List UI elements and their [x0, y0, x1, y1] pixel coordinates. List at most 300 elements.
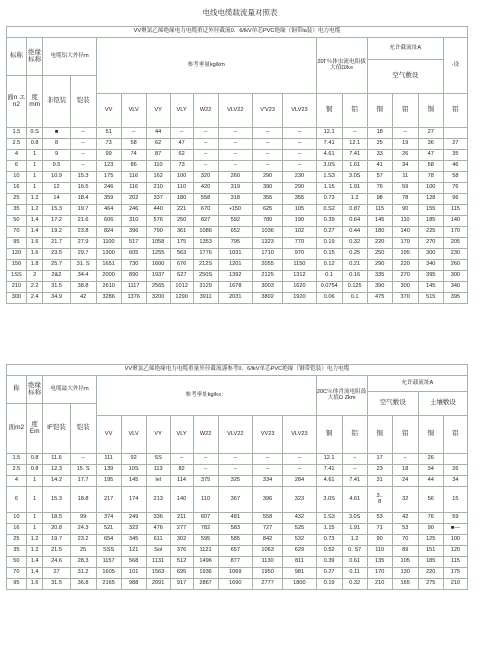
- table-cell: 1651: [96, 260, 121, 271]
- table-cell: 521: [96, 524, 121, 535]
- header-w-vlv22: VLV22: [218, 94, 252, 128]
- table-cell: 116: [121, 183, 146, 194]
- table-cell: 1312: [283, 271, 316, 282]
- table-cell: –: [193, 454, 218, 465]
- table-cell: 25: [367, 139, 392, 150]
- table-cell: 782: [193, 524, 218, 535]
- table-cell: 3286: [96, 293, 121, 304]
- table-cell: 123: [96, 161, 121, 172]
- table-cell: 2.5: [7, 465, 27, 476]
- table-cell: 74: [121, 150, 146, 161]
- table-cell: 145: [418, 282, 443, 293]
- table-cell: 1.2: [342, 535, 367, 546]
- table-cell: 4: [7, 150, 27, 161]
- table-caption: VV聚氯乙烯绝缘电力电缆重量外径截流謹参考0．6/lkV单芯PVC绝缘（钢带铠装）电力电缆: [7, 365, 468, 376]
- table-cell: 0.32: [342, 238, 367, 249]
- table-row: [7, 194, 468, 205]
- table-cell: 300: [443, 271, 467, 282]
- table-cell: 17: [367, 454, 392, 465]
- table-cell: 1121: [193, 546, 218, 557]
- table-cell: 1201: [218, 260, 252, 271]
- table-cell: 0.25: [342, 249, 367, 260]
- table-cell: 440: [146, 205, 170, 216]
- header-w-vlv23: VLV23: [283, 94, 316, 128]
- table-cell: ▪150: [218, 205, 252, 216]
- table-row: [7, 524, 468, 535]
- header-w-vv23: V'V23: [253, 94, 283, 128]
- table-cell: 1.4: [26, 557, 43, 568]
- table-cell: 670: [193, 205, 218, 216]
- table-cell: 464: [96, 205, 121, 216]
- table-cell: 323: [283, 487, 316, 513]
- table-cell: 96: [443, 194, 467, 205]
- table-cell: 0.27: [316, 227, 342, 238]
- table-cell: 3129: [193, 282, 218, 293]
- table-cell: 0.73: [316, 194, 342, 205]
- table-cell: 70: [392, 535, 418, 546]
- table-cell: 0.39: [316, 216, 342, 227]
- table-cell: 18.5: [43, 513, 70, 524]
- table-cell: 110: [170, 183, 193, 194]
- table-cell: 4.61: [316, 476, 342, 487]
- table-cell: 16.5: [70, 183, 96, 194]
- header-area-unit: 面m2: [7, 404, 27, 454]
- table-cell: –: [283, 161, 316, 172]
- table-cell: 11.6: [43, 454, 70, 465]
- table-cell: 0.19: [316, 238, 342, 249]
- table-cell: 113: [146, 465, 170, 476]
- table-cell: 92: [121, 454, 146, 465]
- table-cell: 31.5: [43, 579, 70, 590]
- table-cell: 21.5: [43, 546, 70, 557]
- table-cell: 27: [443, 139, 467, 150]
- table-cell: –: [283, 454, 316, 465]
- table-cell: 2165: [96, 579, 121, 590]
- table-cell: 27: [43, 568, 70, 579]
- table-cell: 115: [443, 205, 467, 216]
- table-row: [7, 172, 468, 183]
- table-cell: 1950: [252, 568, 282, 579]
- table-row: [7, 282, 468, 293]
- header-air: 空气敷设: [367, 392, 418, 416]
- table-cell: 770: [283, 238, 316, 249]
- table-cell: 811: [283, 557, 316, 568]
- table-cell: 420: [193, 183, 218, 194]
- table-cell: 24.3: [70, 524, 96, 535]
- table-cell: –: [218, 454, 252, 465]
- table-cell: 249: [121, 513, 146, 524]
- table-cell: 824: [96, 227, 121, 238]
- table-cell: 62: [170, 150, 193, 161]
- table-cell: 121: [121, 546, 146, 557]
- table-cell: 190: [283, 216, 316, 227]
- table-cell: [443, 454, 467, 465]
- table-cell: 558: [193, 194, 218, 205]
- table-cell: 355: [253, 194, 283, 205]
- table-cell: 1776: [193, 249, 218, 260]
- header-ampacity: 允许截流址A: [367, 38, 443, 60]
- table-cell: 175: [96, 172, 121, 183]
- table-cell: 145: [367, 216, 392, 227]
- table-cell: 1086: [193, 227, 218, 238]
- table-cell: 0.32: [342, 579, 367, 590]
- header-a-copper: 铜: [367, 94, 392, 128]
- table-cell: 225: [418, 227, 443, 238]
- table-cell: 476: [146, 524, 170, 535]
- table-cell: 8: [43, 139, 70, 150]
- table-cell: 29.7: [70, 249, 96, 260]
- table-cell: 41: [367, 161, 392, 172]
- table-cell: 270: [392, 271, 418, 282]
- table-cell: 78: [392, 194, 418, 205]
- page-title: 电线电缆载流量对照表: [202, 8, 278, 17]
- table-cell: 175: [170, 238, 193, 249]
- table-cell: 300: [7, 293, 27, 304]
- table-cell: –: [193, 128, 218, 139]
- table-cell: 12.1: [316, 454, 342, 465]
- table-cell: 1690: [218, 579, 252, 590]
- table-cell: 1.15: [316, 183, 342, 194]
- table-cell: 0.1: [316, 271, 342, 282]
- table-cell: 21.6: [70, 216, 96, 227]
- table-row: [7, 557, 468, 568]
- table-cell: 1290: [170, 293, 193, 304]
- table-cell: 981: [283, 568, 316, 579]
- table-cell: –: [253, 139, 283, 150]
- table-cell: 1058: [146, 238, 170, 249]
- table-cell: 25: [70, 546, 96, 557]
- table-caption: VV聚氯乙烯绝缘电力电缆重迂外径截流0．6/lkV单芯PVC绝缘（铜带la装）电力电缆: [7, 27, 468, 38]
- table-cell: 319: [218, 183, 252, 194]
- table-cell: 90: [418, 524, 443, 535]
- table-cell: 1012: [170, 282, 193, 293]
- table-cell: 15: [443, 487, 467, 513]
- table-row: [7, 227, 468, 238]
- table-cell: 395: [418, 271, 443, 282]
- table-cell: 475: [367, 293, 392, 304]
- table-row: [7, 579, 468, 590]
- table-cell: 26: [443, 465, 467, 476]
- header-w-w22: W22: [193, 416, 218, 454]
- header-r-aluminum: 铝: [342, 94, 367, 128]
- table-cell: 0.06: [316, 293, 342, 304]
- table-cell: 21.7: [43, 238, 70, 249]
- table-cell: 221: [170, 205, 193, 216]
- table-cell: 1.S3: [316, 513, 342, 524]
- table-cell: 1157: [96, 557, 121, 568]
- table-cell: 220: [418, 568, 443, 579]
- table-cell: 290: [283, 183, 316, 194]
- table-cell: 1920: [283, 293, 316, 304]
- table-cell: 250: [170, 216, 193, 227]
- table-cell: 1: [26, 524, 43, 535]
- table-cell: 877: [218, 557, 252, 568]
- header-soil: ·设: [443, 38, 467, 94]
- table-row: [7, 476, 468, 487]
- table-cell: 290: [253, 172, 283, 183]
- table-cell: 170: [392, 238, 418, 249]
- table-cell: –: [193, 139, 218, 150]
- table-cell: 76: [367, 183, 392, 194]
- table-cell: 1: [26, 513, 43, 524]
- table-cell: 210: [443, 579, 467, 590]
- table-cell: 23.5: [43, 249, 70, 260]
- table-cell: 1678: [218, 282, 252, 293]
- table-cell: 2867: [193, 579, 218, 590]
- table-cell: 47: [170, 139, 193, 150]
- table-cell: 110: [193, 487, 218, 513]
- table-cell: 26: [392, 150, 418, 161]
- table-cell: 14.2: [43, 476, 70, 487]
- table-cell: 151: [418, 546, 443, 557]
- table-cell: 367: [218, 487, 252, 513]
- header-a-copper: 铜: [367, 416, 392, 454]
- table-cell: 105: [392, 557, 418, 568]
- table-cell: 6: [7, 161, 27, 172]
- table-cell: 17.7: [70, 476, 96, 487]
- table-cell: 51: [96, 128, 121, 139]
- table-cell: 0.S2: [316, 205, 342, 216]
- table-cell: 0.11: [342, 568, 367, 579]
- table-cell: 99: [96, 150, 121, 161]
- table-cell: 1800: [283, 579, 316, 590]
- table-cell: 512: [170, 557, 193, 568]
- table-cell: 202: [121, 194, 146, 205]
- table-cell: –: [70, 161, 96, 172]
- table-cell: 1936: [193, 568, 218, 579]
- header-a-copper-2: 铜: [418, 94, 443, 128]
- table-cell: 322: [121, 524, 146, 535]
- table-cell: 12.3: [43, 465, 70, 476]
- table-row: [7, 293, 468, 304]
- table-cell: 195: [392, 249, 418, 260]
- table-cell: 44: [146, 128, 170, 139]
- table-cell: 34.9: [43, 293, 70, 304]
- table-cell: 56: [418, 487, 443, 513]
- table-cell: 205: [443, 238, 467, 249]
- table-cell: 170: [367, 568, 392, 579]
- table-cell: 15. S: [70, 465, 96, 476]
- table-cell: ■: [43, 128, 70, 139]
- cable-table-2: [6, 364, 468, 590]
- cable-table-1: [6, 26, 468, 304]
- table-cell: 211: [170, 513, 193, 524]
- table-cell: 390: [367, 282, 392, 293]
- table-cell: 14: [43, 194, 70, 205]
- table-cell: 0.87: [342, 205, 367, 216]
- table-cell: 310: [121, 216, 146, 227]
- table-cell: –: [121, 128, 146, 139]
- header-w-vv23: VV23: [252, 416, 282, 454]
- table-cell: 1300: [96, 249, 121, 260]
- table-cell: 336: [146, 513, 170, 524]
- table-cell: 140: [392, 227, 418, 238]
- table-cell: 2031: [218, 293, 252, 304]
- table-cell: 23.2: [70, 535, 96, 546]
- table-cell: 2091: [146, 579, 170, 590]
- table-cell: 32: [392, 487, 418, 513]
- table-cell: 1563: [146, 568, 170, 579]
- table-cell: 1353: [193, 238, 218, 249]
- table-cell: 654: [96, 535, 121, 546]
- table-cell: 98: [367, 194, 392, 205]
- table-cell: 34: [443, 476, 467, 487]
- table-cell: 150: [7, 260, 27, 271]
- table-cell: –: [342, 128, 367, 139]
- table-cell: 70: [7, 227, 27, 238]
- table-cell: 101: [121, 568, 146, 579]
- table-cell: 2125: [253, 271, 283, 282]
- table-cell: 1.2: [26, 205, 43, 216]
- table-cell: 16: [7, 183, 27, 194]
- table-cell: 210: [367, 579, 392, 590]
- table-cell: 36.8: [70, 579, 96, 590]
- table-cell: 730: [121, 260, 146, 271]
- table-cell: –: [392, 128, 418, 139]
- table-cell: –: [342, 465, 367, 476]
- table-cell: 1605: [96, 568, 121, 579]
- table-cell: 0. S7: [342, 546, 367, 557]
- table-cell: –: [283, 150, 316, 161]
- table-cell: 28.3: [70, 557, 96, 568]
- table-cell: 24.6: [43, 557, 70, 568]
- table-cell: 180: [367, 227, 392, 238]
- table-cell: 2610: [96, 282, 121, 293]
- header-soil: 土壤敷设: [418, 392, 467, 416]
- table-cell: 0.21: [342, 260, 367, 271]
- table-cell: 23: [367, 465, 392, 476]
- table-cell: 1392: [218, 271, 252, 282]
- table-cell: 116: [121, 172, 146, 183]
- table-cell: 24: [392, 476, 418, 487]
- table-cell: 1.6: [26, 238, 43, 249]
- table-row: [7, 205, 468, 216]
- table-cell: 7.41: [342, 150, 367, 161]
- header-nonarmored: IF铠装: [43, 404, 70, 454]
- table-cell: 185: [418, 216, 443, 227]
- table-cell: –: [170, 454, 193, 465]
- table-cell: 6: [7, 487, 27, 513]
- table-cell: 0.1: [342, 293, 367, 304]
- table-cell: 1036: [253, 227, 283, 238]
- table-cell: –: [70, 454, 96, 465]
- table-cell: SSS: [96, 546, 121, 557]
- table-cell: 15.3: [43, 205, 70, 216]
- table-cell: [443, 128, 467, 139]
- table-cell: 345: [121, 535, 146, 546]
- table-cell: 1.2: [26, 546, 43, 557]
- table-cell: 220: [367, 238, 392, 249]
- table-cell: –: [193, 465, 218, 476]
- table-cell: 185: [418, 557, 443, 568]
- table-cell: 1.4: [26, 216, 43, 227]
- header-weight: 参考垂量kg/km: [96, 38, 316, 94]
- header-a-aluminum-2: 铝: [443, 416, 467, 454]
- table-cell: 0.44: [342, 227, 367, 238]
- table-cell: 140: [170, 487, 193, 513]
- table-cell: 18: [367, 128, 392, 139]
- table-cell: 250: [367, 249, 392, 260]
- table-cell: 120: [443, 546, 467, 557]
- table-cell: 16: [7, 524, 27, 535]
- table-cell: lel: [146, 476, 170, 487]
- table-cell: 10S: [121, 465, 146, 476]
- table-cell: 175: [443, 568, 467, 579]
- table-cell: 42: [392, 513, 418, 524]
- table-cell: 1.4: [26, 227, 43, 238]
- table-cell: 210: [7, 282, 27, 293]
- table-cell: 230: [283, 172, 316, 183]
- table-cell: 1.8: [26, 260, 43, 271]
- table-cell: 1.6: [26, 579, 43, 590]
- table-cell: 1.2: [26, 535, 43, 546]
- table-cell: 3911: [193, 293, 218, 304]
- header-w-vly: VLY: [170, 94, 193, 128]
- table-cell: 95: [7, 238, 27, 249]
- table-cell: 140: [443, 216, 467, 227]
- table-cell: 19.7: [70, 205, 96, 216]
- table-cell: 4: [7, 476, 27, 487]
- table-cell: 27.9: [70, 238, 96, 249]
- table-cell: 3.0S: [316, 487, 342, 513]
- table-cell: 15.3: [43, 487, 70, 513]
- header-a-aluminum: 铝: [392, 416, 418, 454]
- table-cell: 335: [367, 271, 392, 282]
- table-cell: 0.52: [316, 546, 342, 557]
- table-cell: 58: [443, 172, 467, 183]
- table-cell: 432: [283, 513, 316, 524]
- table-cell: –: [218, 150, 252, 161]
- table-cell: 50: [7, 216, 27, 227]
- table-cell: 100: [170, 172, 193, 183]
- table-cell: 165: [392, 579, 418, 590]
- table-cell: 10: [7, 513, 27, 524]
- table-cell: 12.1: [316, 128, 342, 139]
- header-a-aluminum: 铝: [392, 94, 418, 128]
- table-cell: 1710: [253, 249, 283, 260]
- table-cell: 515: [418, 293, 443, 304]
- table-cell: 0.39: [316, 557, 342, 568]
- table-cell: 19.2: [43, 227, 70, 238]
- header-w-vlv: VLV: [121, 94, 146, 128]
- table-cell: 174: [121, 487, 146, 513]
- table-cell: 12.1: [342, 139, 367, 150]
- header-w-vy: VY: [146, 416, 170, 454]
- table-cell: 10: [7, 172, 27, 183]
- table-cell: 629: [283, 546, 316, 557]
- table-cell: 300: [392, 282, 418, 293]
- table-cell: –: [253, 161, 283, 172]
- table-cell: –: [218, 161, 252, 172]
- table-cell: 1130: [252, 557, 282, 568]
- table-cell: 390: [253, 183, 283, 194]
- table-cell: 795: [218, 238, 252, 249]
- table-cell: 3.0S: [316, 161, 342, 172]
- header-a-copper-2: 铜: [418, 416, 443, 454]
- table-cell: 125: [418, 535, 443, 546]
- table-cell: 0.64: [342, 216, 367, 227]
- table-cell: 115: [367, 205, 392, 216]
- table-cell: 1.61: [342, 161, 367, 172]
- table-cell: 34: [392, 161, 418, 172]
- table-cell: 2565: [146, 282, 170, 293]
- table-cell: 1131: [146, 557, 170, 568]
- table-cell: 31: [367, 476, 392, 487]
- table-cell: 1: [26, 487, 43, 513]
- header-insulation: 绝缘标称: [26, 376, 43, 404]
- table-cell: 302: [170, 535, 193, 546]
- table-cell: 23.8: [70, 227, 96, 238]
